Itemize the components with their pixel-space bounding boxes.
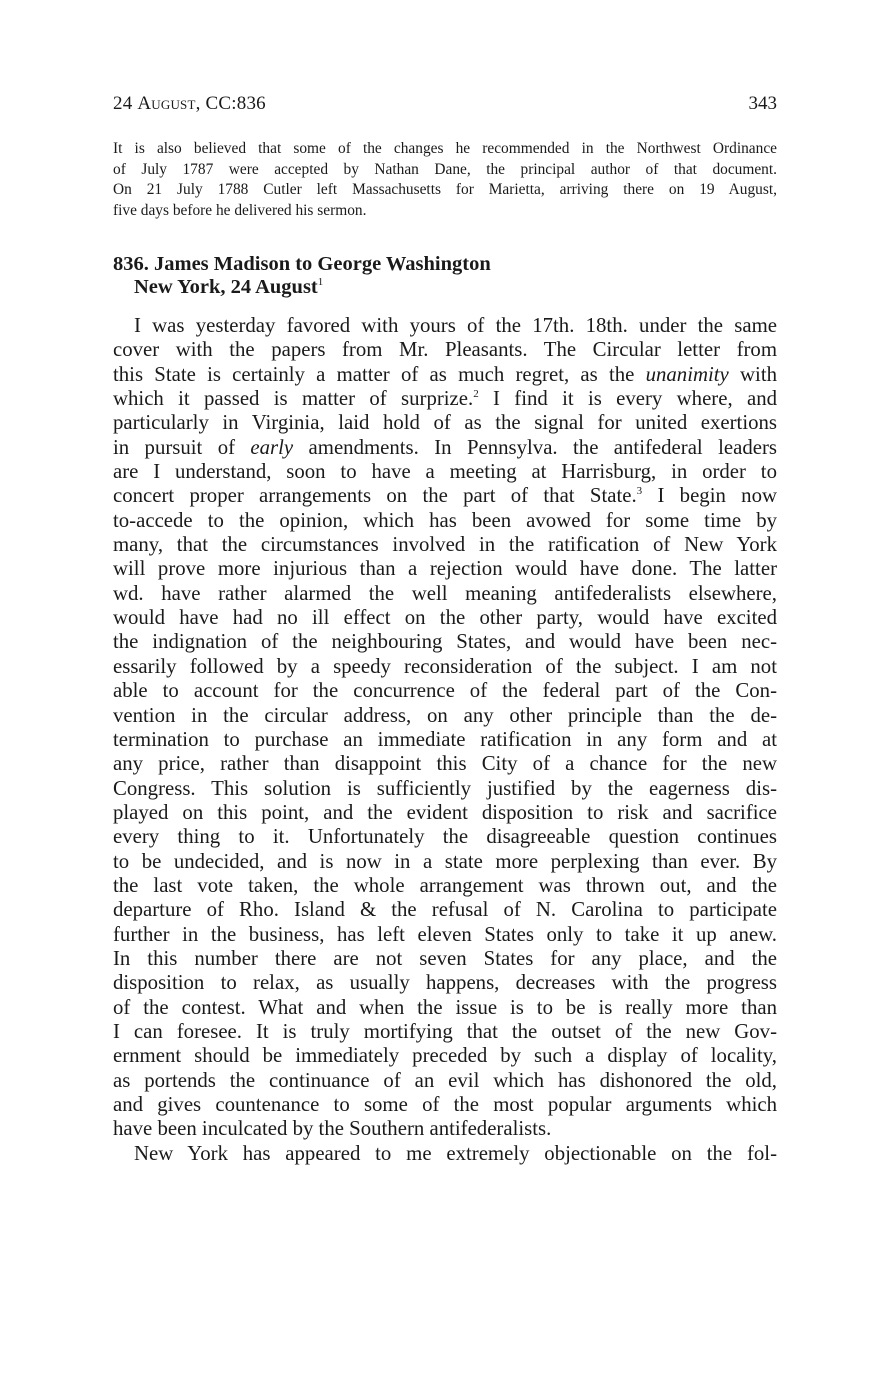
document-heading [113,253,777,299]
document-place-date: New York, 24 August$^1$ [134,276,324,298]
letter-body [113,314,777,1166]
body-line: Congress. This solution is sufficiently justified by the eagerness dis- [113,776,777,800]
body-line: the last vote taken, the whole arrangement was thrown out, and the [113,873,777,897]
intro-note-line: five days before he delivered his sermon. [113,201,367,219]
body-line: wd. have rather alarmed the well meaning antifederalists elsewhere, [113,581,777,605]
footnote-ref: 1 [317,276,324,289]
intro-note-line: of July 1787 were accepted by Nathan Dane, the principal author of that document. [113,160,777,178]
body-line: any price, rather than disappoint this City of a chance for the new [113,752,777,776]
body-line: further in the business, has left eleven States only to take it up anew. [113,922,777,946]
body-line: to-accede to the opinion, which has been avowed for some time by [113,508,777,532]
running-head-title: 24 August, CC:836 [113,93,266,114]
body-line: every thing to it. Unfortunately the disagreeable question continues [113,825,777,849]
body-line: played on this point, and the evident disposition to risk and sacrifice [113,800,777,824]
page-number: 343 [748,93,777,114]
body-line: are I understand, soon to have a meeting at Harrisburg, in order to [113,460,777,484]
body-line: to be undecided, and is now in a state more perplexing than ever. By [113,849,777,873]
body-line: In this number there are not seven States for any place, and the [113,946,777,970]
body-line: able to account for the concurrence of the federal part of the Con- [113,679,777,703]
body-line: will prove more injurious than a rejection would have done. The latter [113,557,777,581]
body-line: cover with the papers from Mr. Pleasants. The Circular letter from [113,338,777,362]
running-head [113,92,777,116]
body-line: in pursuit of early amendments. In Pennsylva. the antifederal leaders [113,435,777,459]
body-line: many, that the circumstances involved in the ratification of New York [113,533,777,557]
body-line: particularly in Virginia, laid hold of as the signal for united exertions [113,411,777,435]
body-line: essarily followed by a speedy reconsideration of the subject. I am not [113,654,777,678]
body-line: disposition to relax, as usually happens, decreases with the progress [113,971,777,995]
body-line: of the contest. What and when the issue is to be is really more than [113,995,777,1019]
body-line: vention in the circular address, on any other principle than the de- [113,703,777,727]
footnote-ref: 3 [636,485,643,498]
body-line: New York has appeared to me extremely objectionable on the fol- [134,1141,777,1165]
body-line: which it passed is matter of surprize.$^2$ I find it is every where, and [113,387,777,411]
body-line: I was yesterday favored with yours of the 17th. 18th. under the same [134,314,777,337]
body-line: termination to purchase an immediate ratification in any form and at [113,727,777,751]
body-line: would have had no ill effect on the other party, would have excited [113,606,777,630]
footnote-ref: 2 [473,388,479,401]
body-line: have been inculcated by the Southern antifederalists. [113,1117,552,1141]
intro-note-line: On 21 July 1788 Cutler left Massachusetts for Marietta, arriving there on 19 August, [113,181,777,198]
intro-note-line: It is also believed that some of the changes he recommended in the Northwest Ordinance [113,140,777,157]
body-line: the indignation of the neighbouring States, and would have been nec- [113,630,777,654]
body-line: this State is certainly a matter of as much regret, as the unanimity with [113,362,777,386]
body-line: concert proper arrangements on the part of that State.$^3$ I begin now [113,484,777,508]
body-line: ernment should be immediately preceded by such a display of locality, [113,1044,777,1068]
document-title: 836. James Madison to George Washington [113,253,491,275]
intro-note [113,139,777,221]
body-line: as portends the continuance of an evil which has dishonored the old, [113,1068,777,1092]
body-line: I can foresee. It is truly mortifying that the outset of the new Gov- [113,1019,777,1043]
body-line: and gives countenance to some of the most popular arguments which [113,1093,777,1116]
page [113,92,777,1166]
body-line: departure of Rho. Island & the refusal of N. Carolina to participate [113,898,777,922]
